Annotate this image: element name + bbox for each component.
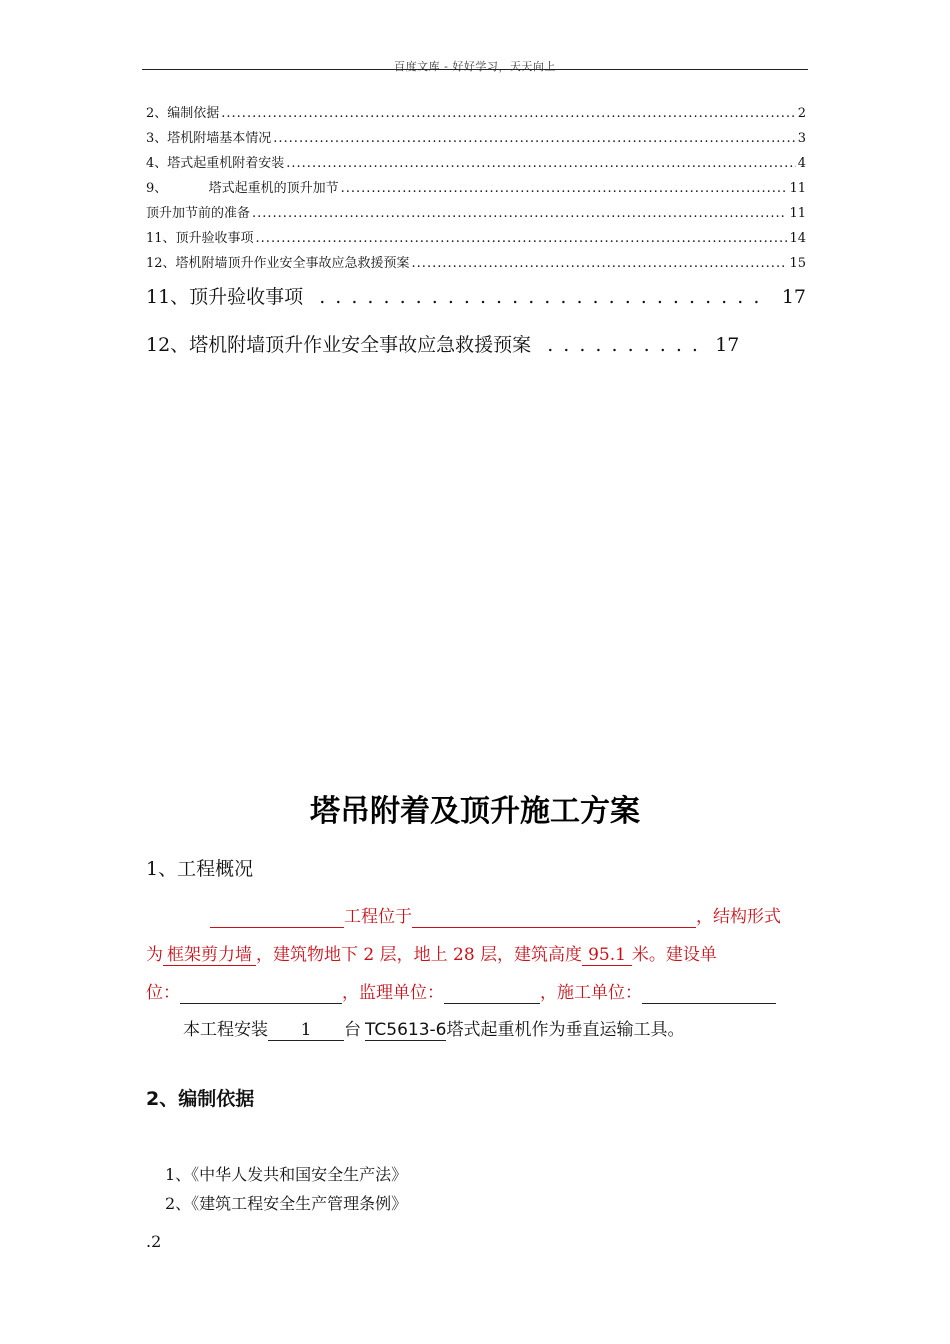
text: 台 bbox=[344, 1020, 361, 1040]
law-item: 1、《中华人发共和国安全生产法》 bbox=[165, 1165, 408, 1184]
overview-line-3 bbox=[146, 978, 776, 1004]
toc-page: 14 bbox=[789, 231, 806, 246]
toc-label: 12、塔机附墙顶升作业安全事故应急救援预案 bbox=[146, 256, 410, 271]
toc-page: 2 bbox=[797, 106, 806, 121]
toc-entry-large[interactable] bbox=[146, 282, 806, 309]
supervisor-blank[interactable] bbox=[444, 983, 540, 1004]
toc-leader bbox=[256, 231, 788, 246]
crane-model: TC5613-6 bbox=[365, 1020, 447, 1040]
law-item: 2、《建筑工程安全生产管理条例》 bbox=[165, 1194, 408, 1213]
page-number: .2 bbox=[146, 1232, 162, 1251]
toc-page: 17 bbox=[781, 286, 806, 308]
toc-entry[interactable] bbox=[146, 252, 806, 271]
text: 本工程安装 bbox=[183, 1020, 268, 1040]
toc-label: 4、塔式起重机附着安装 bbox=[146, 156, 285, 171]
section-heading: 1、工程概况 bbox=[146, 858, 254, 880]
toc-leader bbox=[341, 181, 788, 196]
builder-blank[interactable] bbox=[180, 983, 342, 1004]
toc-leader bbox=[221, 106, 795, 121]
overview-line-2 bbox=[146, 940, 717, 966]
toc-entry[interactable] bbox=[146, 102, 806, 121]
toc-page: 15 bbox=[789, 256, 806, 271]
text: 米。建设单 bbox=[631, 945, 717, 965]
toc-leader bbox=[286, 156, 795, 171]
toc-page: 17 bbox=[715, 334, 740, 356]
section-heading: 2、编制依据 bbox=[146, 1088, 255, 1110]
text: 工程位于 bbox=[344, 907, 412, 927]
building-height: 95.1 bbox=[582, 945, 632, 966]
toc-leader bbox=[273, 131, 795, 146]
text: 位： bbox=[146, 983, 180, 1003]
header-rule bbox=[142, 69, 808, 70]
toc-entry[interactable] bbox=[146, 177, 806, 196]
toc-page: 11 bbox=[789, 181, 806, 196]
contractor-blank[interactable] bbox=[642, 983, 776, 1004]
toc-page: 4 bbox=[797, 156, 806, 171]
overview-line-4 bbox=[183, 1015, 684, 1041]
toc-entry[interactable] bbox=[146, 152, 806, 171]
toc-entry-large[interactable] bbox=[146, 330, 806, 357]
toc-label: 11、顶升验收事项 bbox=[146, 231, 254, 246]
toc-leader bbox=[319, 286, 766, 308]
text: ，施工单位： bbox=[540, 983, 642, 1003]
toc-label: 3、塔机附墙基本情况 bbox=[146, 131, 272, 146]
toc-page: 11 bbox=[789, 206, 806, 221]
crane-count: 1 bbox=[268, 1020, 344, 1041]
structure-type: 框架剪力墙 bbox=[163, 940, 256, 966]
text: 塔式起重机作为垂直运输工具。 bbox=[446, 1020, 685, 1040]
toc-label: 顶升加节前的准备 bbox=[146, 206, 251, 221]
toc-entry[interactable] bbox=[146, 127, 806, 146]
toc-leader bbox=[547, 334, 699, 356]
toc-entry[interactable] bbox=[146, 227, 806, 246]
toc-label: 12、塔机附墙顶升作业安全事故应急救援预案 bbox=[146, 334, 532, 356]
toc-label: 11、顶升验收事项 bbox=[146, 286, 304, 308]
toc-entry[interactable] bbox=[146, 202, 806, 221]
text: ，监理单位： bbox=[342, 983, 444, 1003]
page-header: 百度文库 - 好好学习，天天向上 bbox=[394, 60, 556, 73]
document-title: 塔吊附着及顶升施工方案 bbox=[310, 794, 640, 829]
toc-leader bbox=[252, 206, 787, 221]
text: ，建筑物地下 2 层，地上 28 层，建筑高度 bbox=[256, 945, 583, 965]
toc-label: 2、编制依据 bbox=[146, 106, 220, 121]
text: ，结构形式 bbox=[696, 907, 781, 927]
project-name-blank[interactable] bbox=[210, 907, 344, 928]
toc-label: 9、 塔式起重机的顶升加节 bbox=[146, 181, 339, 196]
overview-line-1 bbox=[210, 902, 781, 928]
toc-leader bbox=[412, 256, 788, 271]
location-blank[interactable] bbox=[412, 907, 696, 928]
text: 为 bbox=[146, 945, 163, 965]
toc-page: 3 bbox=[797, 131, 806, 146]
